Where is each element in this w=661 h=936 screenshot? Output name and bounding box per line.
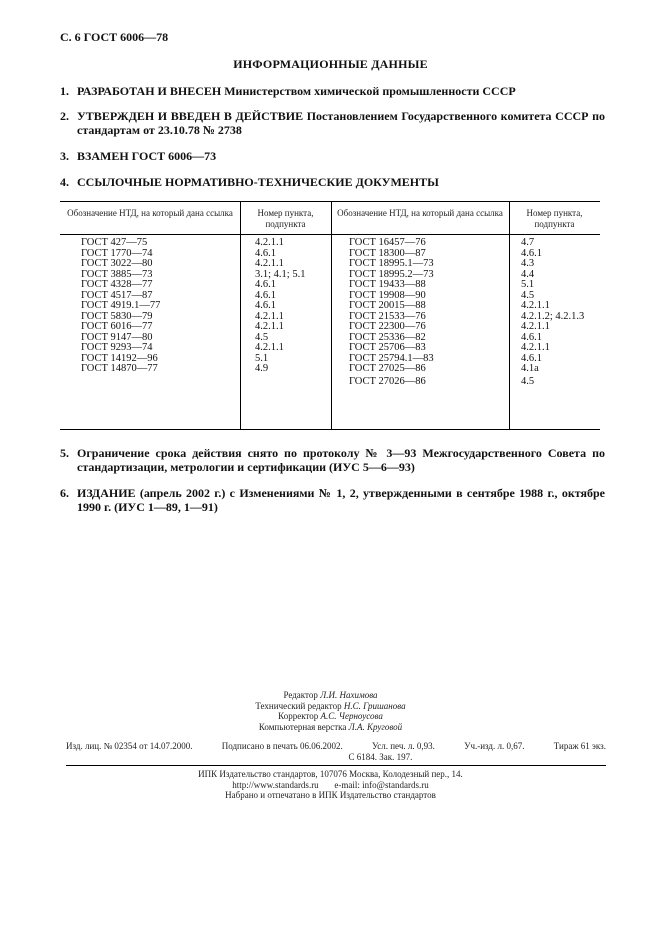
table-cell: ГОСТ 5830—79 bbox=[81, 310, 153, 322]
table-cell: ГОСТ 22300—76 bbox=[349, 321, 426, 332]
item-heading: ВЗАМЕН ГОСТ 6006—73 bbox=[77, 149, 217, 163]
item-5 bbox=[60, 446, 605, 474]
table-cell: 4.3 bbox=[521, 258, 535, 269]
item-number: 1. bbox=[60, 84, 69, 98]
item-3 bbox=[60, 149, 605, 163]
table-cell: ГОСТ 4517—87 bbox=[81, 289, 153, 301]
column-divider bbox=[509, 202, 510, 429]
header-point-right: Номер пункта, подпункта bbox=[509, 202, 600, 235]
table-cell: 4.2.1.1 bbox=[255, 310, 284, 322]
table-cell: 4.2.1.1 bbox=[521, 300, 550, 311]
column-divider bbox=[240, 202, 241, 429]
column-divider bbox=[331, 202, 332, 429]
table-cell: ГОСТ 9293—74 bbox=[81, 342, 153, 353]
left-docs-column bbox=[81, 238, 160, 375]
table-cell: ГОСТ 4328—77 bbox=[81, 279, 153, 290]
table-cell: ГОСТ 427—75 bbox=[81, 237, 148, 248]
table-cell: ГОСТ 4919.1—77 bbox=[81, 300, 161, 311]
item-text: Постановлением Государственного комитета СССР по стандартам от 23.10.78 № 2738 bbox=[77, 109, 605, 137]
table-cell: 4.2.1.1 bbox=[255, 342, 284, 353]
header-doc-right: Обозначение НТД, на который дана ссылка bbox=[331, 202, 509, 235]
signed-date: Подписано в печать 06.06.2002. bbox=[221, 741, 343, 751]
table-cell: ГОСТ 18995.2—73 bbox=[349, 268, 434, 280]
table-cell: 4.6.1 bbox=[521, 352, 542, 364]
layout-name: Л.А. Круговой bbox=[348, 721, 403, 732]
table-cell: ГОСТ 25336—82 bbox=[349, 331, 426, 343]
item-4 bbox=[60, 175, 605, 189]
table-cell: 4.9 bbox=[255, 363, 269, 374]
table-cell: ГОСТ 16457—76 bbox=[349, 237, 426, 248]
publisher-print-note: Набрано и отпечатано в ИПК Издательство стандартов bbox=[225, 790, 436, 800]
table-cell: 4.2.1.1 bbox=[521, 342, 550, 353]
table-cell: 4.6.1 bbox=[255, 289, 276, 301]
item-number: 4. bbox=[60, 175, 69, 189]
publisher-address: ИПК Издательство стандартов, 107076 Москва, Колодезный пер., 14. bbox=[198, 769, 463, 779]
table-cell: ГОСТ 19433—88 bbox=[349, 279, 426, 290]
table-cell: ГОСТ 14192—96 bbox=[81, 352, 158, 364]
item-6 bbox=[60, 486, 605, 514]
item-heading: УТВЕРЖДЕН И ВВЕДЕН В ДЕЙСТВИЕ bbox=[77, 109, 304, 123]
publishing-sheets: Уч.-изд. л. 0,67. bbox=[464, 741, 525, 751]
table-cell: ГОСТ 14870—77 bbox=[81, 363, 158, 374]
table-cell: 5.1 bbox=[521, 279, 535, 290]
publisher-block bbox=[0, 769, 661, 801]
header-point-left: Номер пункта, подпункта bbox=[240, 202, 331, 235]
left-points-column bbox=[255, 238, 305, 375]
table-cell: 3.1; 4.1; 5.1 bbox=[255, 268, 306, 280]
table-cell: 4.2.1.1 bbox=[255, 237, 284, 248]
editor-name: Л.И. Нахимова bbox=[320, 690, 378, 700]
table-cell: 4.6.1 bbox=[255, 279, 276, 290]
item-number: 3. bbox=[60, 149, 69, 163]
page-header: С. 6 ГОСТ 6006—78 bbox=[60, 30, 169, 44]
table-cell: 4.2.1.2; 4.2.1.3 bbox=[521, 310, 585, 322]
table-cell: ГОСТ 20015—88 bbox=[349, 300, 426, 311]
item-2 bbox=[60, 109, 605, 137]
table-cell: 4.6.1 bbox=[521, 247, 542, 259]
table-cell: ГОСТ 27026—86 bbox=[349, 375, 426, 387]
table-cell: 5.1 bbox=[255, 352, 269, 364]
table-cell: ГОСТ 1770—74 bbox=[81, 247, 153, 259]
order-number: С 6184. Зак. 197. bbox=[348, 752, 413, 762]
table-cell: ГОСТ 27025—86 bbox=[349, 363, 426, 374]
table-cell: ГОСТ 9147—80 bbox=[81, 331, 153, 343]
table-cell: ГОСТ 19908—90 bbox=[349, 289, 426, 301]
divider bbox=[66, 765, 606, 766]
item-text: Ограничение срока действия снято по протоколу № 3—93 Межгосударственного Совета по стандартизации, метрологии и сертификации (ИУС 5—6—93) bbox=[77, 446, 605, 474]
table-cell: ГОСТ 25706—83 bbox=[349, 342, 426, 353]
table-cell: 4.5 bbox=[521, 289, 535, 301]
corrector-name: А.С. Черноусова bbox=[320, 711, 383, 721]
reference-documents-table bbox=[60, 201, 600, 430]
item-1 bbox=[60, 84, 605, 98]
table-cell: 4.7 bbox=[521, 237, 535, 248]
corrector-role: Корректор bbox=[278, 711, 319, 721]
table-cell: ГОСТ 18300—87 bbox=[349, 247, 426, 259]
tech-editor-name: Н.С. Гришанова bbox=[343, 700, 406, 711]
item-number: 2. bbox=[60, 109, 69, 123]
item-number: 5. bbox=[60, 446, 69, 460]
table-cell: 4.6.1 bbox=[521, 331, 542, 343]
table-cell: 4.6.1 bbox=[255, 300, 276, 311]
table-cell: 4.5 bbox=[521, 375, 535, 387]
table-cell: ГОСТ 3022—80 bbox=[81, 258, 153, 269]
document-title: ИНФОРМАЦИОННЫЕ ДАННЫЕ bbox=[233, 57, 428, 71]
editor-role: Редактор bbox=[283, 690, 318, 700]
table-cell: ГОСТ 25794.1—83 bbox=[349, 352, 434, 364]
credits-block bbox=[0, 690, 661, 732]
table-cell: 4.4 bbox=[521, 268, 535, 280]
publisher-contacts: http://www.standards.ru e-mail: info@standards.ru bbox=[232, 779, 429, 790]
header-doc-left: Обозначение НТД, на который дана ссылка bbox=[60, 202, 240, 235]
table-cell: 4.1а bbox=[521, 363, 539, 374]
item-heading: ИЗДАНИЕ bbox=[77, 486, 136, 500]
table-cell: 4.5 bbox=[255, 331, 269, 343]
table-cell: 4.2.1.1 bbox=[521, 321, 550, 332]
table-cell: ГОСТ 3885—73 bbox=[81, 268, 153, 280]
publication-info bbox=[66, 741, 606, 751]
table-cell: ГОСТ 21533—76 bbox=[349, 310, 426, 322]
item-heading: ССЫЛОЧНЫЕ НОРМАТИВНО-ТЕХНИЧЕСКИЕ ДОКУМЕНТЫ bbox=[77, 175, 439, 189]
right-points-column bbox=[521, 238, 584, 387]
table-cell: 4.6.1 bbox=[255, 247, 276, 259]
table-cell: 4.2.1.1 bbox=[255, 258, 284, 269]
item-number: 6. bbox=[60, 486, 69, 500]
item-text: Министерством химической промышленности СССР bbox=[221, 84, 516, 98]
circulation: Тираж 61 экз. bbox=[553, 741, 606, 751]
table-cell: ГОСТ 18995.1—73 bbox=[349, 258, 434, 269]
license: Изд. лиц. № 02354 от 14.07.2000. bbox=[66, 741, 193, 751]
item-heading: РАЗРАБОТАН И ВНЕСЕН bbox=[77, 84, 222, 98]
table-cell: ГОСТ 6016—77 bbox=[81, 321, 153, 332]
tech-editor-role: Технический редактор bbox=[255, 700, 342, 711]
right-docs-column bbox=[349, 238, 434, 387]
item-text: (апрель 2002 г.) с Изменениями № 1, 2, утвержденными в сентябре 1988 г., октябре 1990 г. (ИУС 1—89, 1—91) bbox=[77, 486, 605, 514]
layout-role: Компьютерная верстка bbox=[258, 721, 347, 732]
print-sheets: Усл. печ. л. 0,93. bbox=[371, 741, 435, 751]
table-cell: 4.2.1.1 bbox=[255, 321, 284, 332]
